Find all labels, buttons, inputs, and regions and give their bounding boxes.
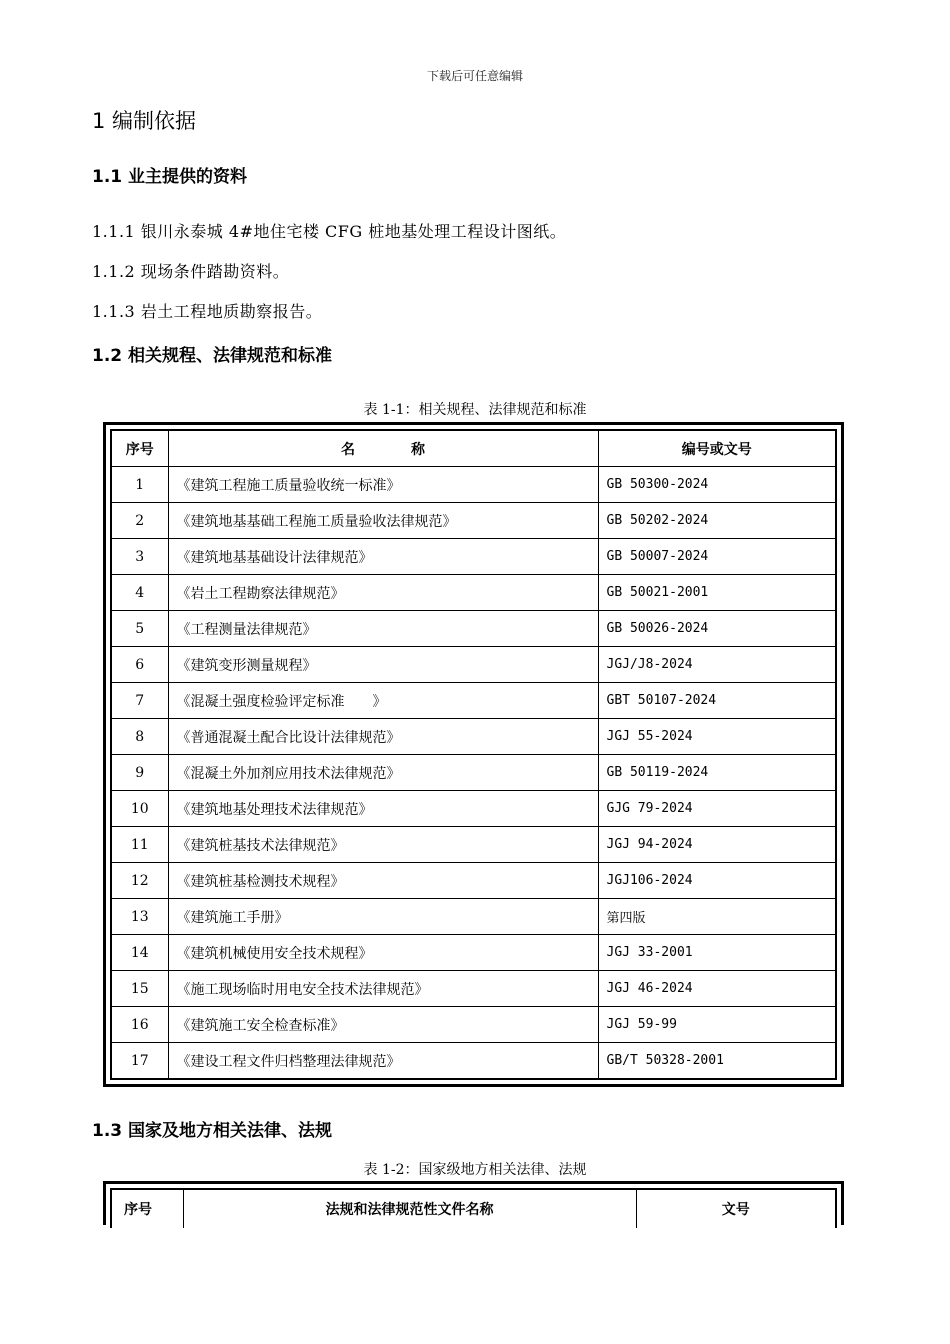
cell-code: 第四版 <box>598 899 836 935</box>
section-1-2-title: 1.2 相关规程、法律规范和标准 <box>92 346 333 366</box>
table-row <box>111 755 836 791</box>
cell-name: 《建筑地基基础设计法律规范》 <box>168 539 598 575</box>
cell-code: GB 50202-2024 <box>598 503 836 539</box>
table-row <box>111 683 836 719</box>
table-header-row <box>111 430 836 467</box>
cell-name: 《混凝土外加剂应用技术法律规范》 <box>168 755 598 791</box>
cell-code: GBT 50107-2024 <box>598 683 836 719</box>
cell-name: 《建筑桩基检测技术规程》 <box>168 863 598 899</box>
cell-name: 《建筑变形测量规程》 <box>168 647 598 683</box>
standards-table-body <box>111 467 836 1080</box>
cell-code: GJG 79-2024 <box>598 791 836 827</box>
cell-name: 《普通混凝土配合比设计法律规范》 <box>168 719 598 755</box>
cell-name: 《建筑地基基础工程施工质量验收法律规范》 <box>168 503 598 539</box>
table-row <box>111 719 836 755</box>
list-item: 1.1.1 银川永泰城 4#地住宅楼 CFG 桩地基处理工程设计图纸。 <box>92 222 567 241</box>
cell-code: GB 50300-2024 <box>598 467 836 503</box>
section-1-1-title: 1.1 业主提供的资料 <box>92 167 248 187</box>
list-item: 1.1.3 岩土工程地质勘察报告。 <box>92 302 323 321</box>
cell-name: 《建筑施工安全检查标准》 <box>168 1007 598 1043</box>
cell-code: JGJ 55-2024 <box>598 719 836 755</box>
table-row <box>111 971 836 1007</box>
cell-no: 10 <box>111 791 168 827</box>
cell-code: GB 50007-2024 <box>598 539 836 575</box>
cell-no: 3 <box>111 539 168 575</box>
cell-code: GB 50026-2024 <box>598 611 836 647</box>
table-row <box>111 647 836 683</box>
cell-no: 9 <box>111 755 168 791</box>
cell-name: 《施工现场临时用电安全技术法律规范》 <box>168 971 598 1007</box>
cell-code: JGJ/J8-2024 <box>598 647 836 683</box>
table-1-2-caption: 表 1-2：国家级地方相关法律、法规 <box>363 1162 587 1178</box>
cell-no: 15 <box>111 971 168 1007</box>
cell-no: 17 <box>111 1043 168 1080</box>
table-row <box>111 863 836 899</box>
table-row <box>111 791 836 827</box>
page-header-note: 下载后可任意编辑 <box>426 69 523 83</box>
cell-no: 6 <box>111 647 168 683</box>
cell-code: GB/T 50328-2001 <box>598 1043 836 1080</box>
cell-name: 《混凝土强度检验评定标准 》 <box>168 683 598 719</box>
cell-name: 《建筑工程施工质量验收统一标准》 <box>168 467 598 503</box>
section-heading-1: 1 编制依据 <box>92 109 197 133</box>
cell-no: 2 <box>111 503 168 539</box>
cell-no: 7 <box>111 683 168 719</box>
table-row <box>111 827 836 863</box>
standards-table <box>110 429 837 1080</box>
table-header-row <box>111 1189 836 1228</box>
col-header-code: 文号 <box>636 1189 836 1228</box>
table-row <box>111 539 836 575</box>
table-row <box>111 467 836 503</box>
list-item: 1.1.2 现场条件踏勘资料。 <box>92 262 290 281</box>
col-header-name: 名 称 <box>168 430 598 467</box>
col-header-no: 序号 <box>111 430 168 467</box>
cell-code: JGJ106-2024 <box>598 863 836 899</box>
cell-name: 《建筑桩基技术法律规范》 <box>168 827 598 863</box>
cell-no: 14 <box>111 935 168 971</box>
col-header-code: 编号或文号 <box>598 430 836 467</box>
cell-code: GB 50119-2024 <box>598 755 836 791</box>
cell-no: 11 <box>111 827 168 863</box>
table-row <box>111 1043 836 1080</box>
table-row <box>111 503 836 539</box>
cell-name: 《建筑地基处理技术法律规范》 <box>168 791 598 827</box>
cell-name: 《岩土工程勘察法律规范》 <box>168 575 598 611</box>
table-row <box>111 1007 836 1043</box>
table-1-1-frame <box>103 422 844 1087</box>
table-row <box>111 575 836 611</box>
cell-no: 8 <box>111 719 168 755</box>
cell-code: JGJ 59-99 <box>598 1007 836 1043</box>
cell-no: 1 <box>111 467 168 503</box>
table-row <box>111 611 836 647</box>
table-1-2-frame <box>103 1181 844 1225</box>
section-1-3-title: 1.3 国家及地方相关法律、法规 <box>92 1121 333 1141</box>
cell-name: 《建筑施工手册》 <box>168 899 598 935</box>
col-header-no: 序号 <box>111 1189 183 1228</box>
cell-name: 《工程测量法律规范》 <box>168 611 598 647</box>
cell-no: 5 <box>111 611 168 647</box>
table-1-1-caption: 表 1-1：相关规程、法律规范和标准 <box>363 402 587 418</box>
cell-code: JGJ 94-2024 <box>598 827 836 863</box>
table-row <box>111 935 836 971</box>
table-row <box>111 899 836 935</box>
cell-name: 《建筑机械使用安全技术规程》 <box>168 935 598 971</box>
cell-code: JGJ 46-2024 <box>598 971 836 1007</box>
laws-table <box>110 1188 837 1228</box>
cell-code: JGJ 33-2001 <box>598 935 836 971</box>
cell-code: GB 50021-2001 <box>598 575 836 611</box>
cell-no: 16 <box>111 1007 168 1043</box>
col-header-name: 法规和法律规范性文件名称 <box>183 1189 636 1228</box>
cell-no: 4 <box>111 575 168 611</box>
cell-no: 12 <box>111 863 168 899</box>
cell-name: 《建设工程文件归档整理法律规范》 <box>168 1043 598 1080</box>
cell-no: 13 <box>111 899 168 935</box>
